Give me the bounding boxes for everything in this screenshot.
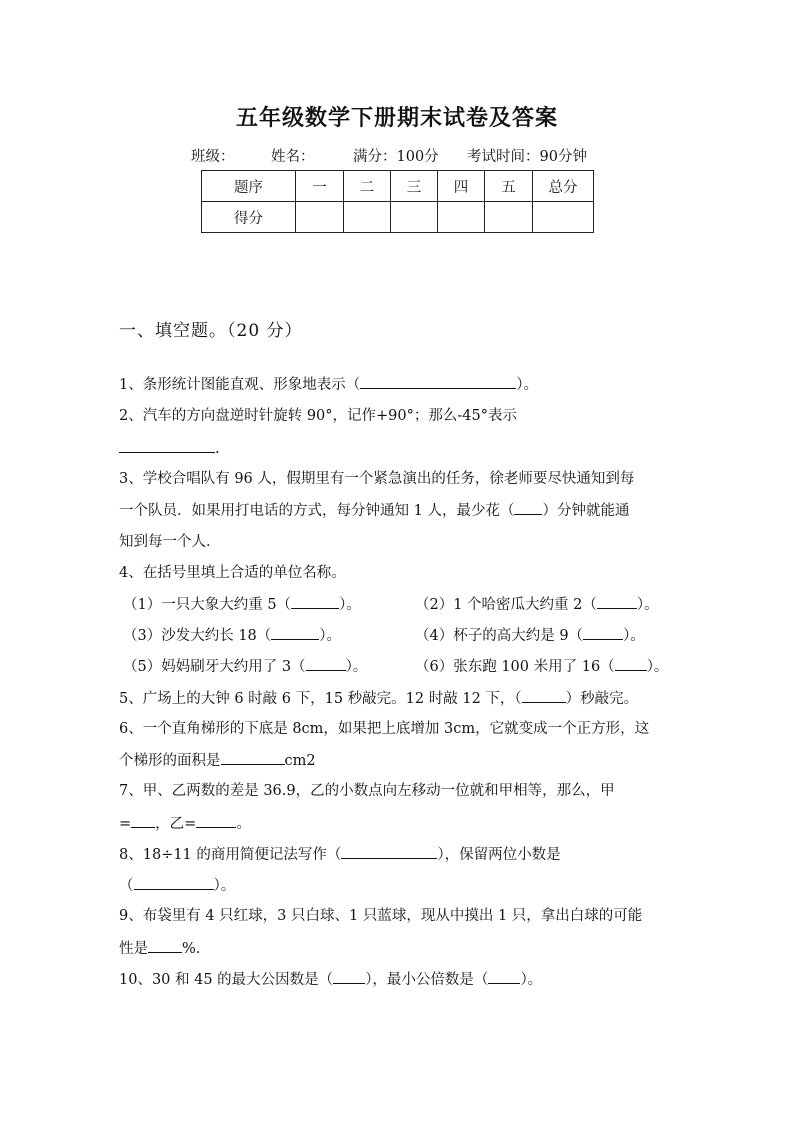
q7-line-1: 7、甲、乙两数的差是 36.9，乙的小数点向左移动一位就和甲相等，那么，甲 [119,783,615,799]
exam-info-line [191,145,587,166]
q7-line-2c: 。 [236,816,251,832]
q10-text-b: ），最小公倍数是（ [365,972,489,988]
answer-blank[interactable] [333,969,365,984]
answer-blank[interactable] [196,813,236,828]
answer-blank[interactable] [271,625,319,640]
q4-item-4 [415,625,645,646]
answer-blank[interactable] [221,750,285,765]
question-3 [119,469,634,489]
score-header-cell: 四 [438,171,485,202]
q7-line-2b: ，乙= [155,816,197,832]
score-table-row [202,202,594,233]
full-score-label: 满分：100分 [353,149,439,165]
q4-item-text: （3）沙发大约长 18（ [123,628,272,644]
score-cell[interactable] [438,202,485,233]
score-table-header-row [202,171,594,202]
q6-line-2b: cm2 [284,753,316,769]
q5-text: 5、广场上的大钟 6 时敲 6 下，15 秒敲完。12 时敲 12 下，（ [119,691,522,707]
score-cell[interactable] [533,202,594,233]
q3-line-2a: 一个队员．如果用打电话的方式，每分钟通知 1 人，最少花（ [119,503,515,519]
q3-line-1: 3、学校合唱队有 96 人，假期里有一个紧急演出的任务，徐老师要尽快通知到每 [119,471,635,487]
answer-blank[interactable] [341,844,437,859]
answer-blank[interactable] [615,656,647,671]
q9-line-2a: 性是 [119,941,148,957]
score-table [201,170,594,233]
q4-stem: 4、在括号里填上合适的单位名称。 [119,565,346,581]
question-9-line-2 [119,938,200,959]
question-7 [119,781,615,801]
question-2-answer-line [119,438,220,459]
q4-item-text: （5）妈妈刷牙大约用了 3（ [123,659,306,675]
q2-text: 2、汽车的方向盘逆时针旋转 90°，记作+90°；那么-45°表示 [119,408,517,424]
q9-line-2b: %. [182,941,201,957]
score-header-cell: 三 [391,171,438,202]
q6-line-1: 6、一个直角梯形的下底是 8cm，如果把上底增加 3cm，它就变成一个正方形，这 [119,721,650,737]
q8-line-2a: （ [119,878,134,894]
answer-blank[interactable] [583,625,623,640]
answer-blank[interactable] [148,938,182,953]
question-3-line-3 [119,532,221,552]
q7-line-2a: = [119,816,132,832]
q6-line-2a: 个梯形的面积是 [119,753,221,769]
q4-item-text-end: ）。 [319,628,342,644]
q4-item-text-end: ）。 [646,659,669,675]
answer-blank[interactable] [306,656,346,671]
score-header-cell: 题序 [202,171,296,202]
q8-line-2b: ）。 [213,878,236,894]
answer-blank[interactable] [360,374,516,389]
q4-item-text-end: ）。 [339,597,361,613]
score-cell[interactable] [296,202,344,233]
q10-text-c: ）。 [520,972,543,988]
question-7-line-2 [119,813,251,834]
score-cell[interactable] [485,202,533,233]
q4-item-text-end: ）。 [345,659,368,675]
question-2 [119,406,517,426]
score-header-cell: 总分 [533,171,594,202]
q4-item-1 [123,594,361,615]
section-heading: 一、填空题。（20 分） [119,321,303,341]
answer-blank[interactable] [134,875,214,890]
q4-item-text-end: ）。 [636,597,659,613]
name-label: 姓名： [271,149,315,165]
q3-line-3: 知到每一个人． [119,534,221,550]
q8-line-1b: ），保留两位小数是 [437,847,561,863]
answer-blank[interactable] [119,438,215,453]
answer-blank[interactable] [291,594,339,609]
q4-item-text: （2）1 个哈密瓜大约重 2（ [415,597,597,613]
q8-line-1a: 8、18÷11 的商用简便记法写作（ [119,847,342,863]
score-cell[interactable] [344,202,391,233]
answer-blank[interactable] [522,688,566,703]
page-title: 五年级数学下册期末试卷及答案 [235,105,558,131]
question-6 [119,719,649,739]
answer-blank[interactable] [488,969,520,984]
q4-item-5 [123,656,367,677]
score-row-label: 得分 [202,202,296,233]
score-header-cell: 二 [344,171,391,202]
question-8 [119,844,561,865]
question-6-line-2 [119,750,316,771]
question-9 [119,906,642,926]
question-3-line-2 [119,500,629,521]
question-4 [119,563,346,583]
question-5 [119,688,638,709]
score-header-cell: 一 [296,171,344,202]
q4-item-text: （6）张东跑 100 米用了 16（ [415,659,615,675]
q3-line-2b: ）分钟就能通 [542,503,630,519]
score-cell[interactable] [391,202,438,233]
q1-text-end: ）。 [516,377,538,393]
q4-item-text-end: ）。 [623,628,645,644]
q4-item-3 [123,625,341,646]
answer-blank[interactable] [597,594,637,609]
q10-text-a: 10、30 和 45 的最大公因数是（ [119,972,334,988]
answer-blank[interactable] [514,500,542,515]
question-1 [119,374,538,395]
q2-text-end: . [215,441,220,457]
q4-item-2 [415,594,659,615]
question-10 [119,969,542,990]
q4-item-text: （1）一只大象大约重 5（ [123,597,292,613]
q5-text-end: ）秒敲完。 [565,691,639,707]
answer-blank[interactable] [131,813,155,828]
q4-item-6 [415,656,668,677]
question-8-line-2 [119,875,235,896]
class-label: 班级： [191,149,235,165]
q1-text: 1、条形统计图能直观、形象地表示（ [119,377,361,393]
q9-line-1: 9、布袋里有 4 只红球，3 只白球、1 只蓝球，现从中摸出 1 只，拿出白球的可能 [119,908,643,924]
q4-item-text: （4）杯子的高大约是 9（ [415,628,584,644]
exam-time-label: 考试时间：90分钟 [467,149,587,165]
score-header-cell: 五 [485,171,533,202]
